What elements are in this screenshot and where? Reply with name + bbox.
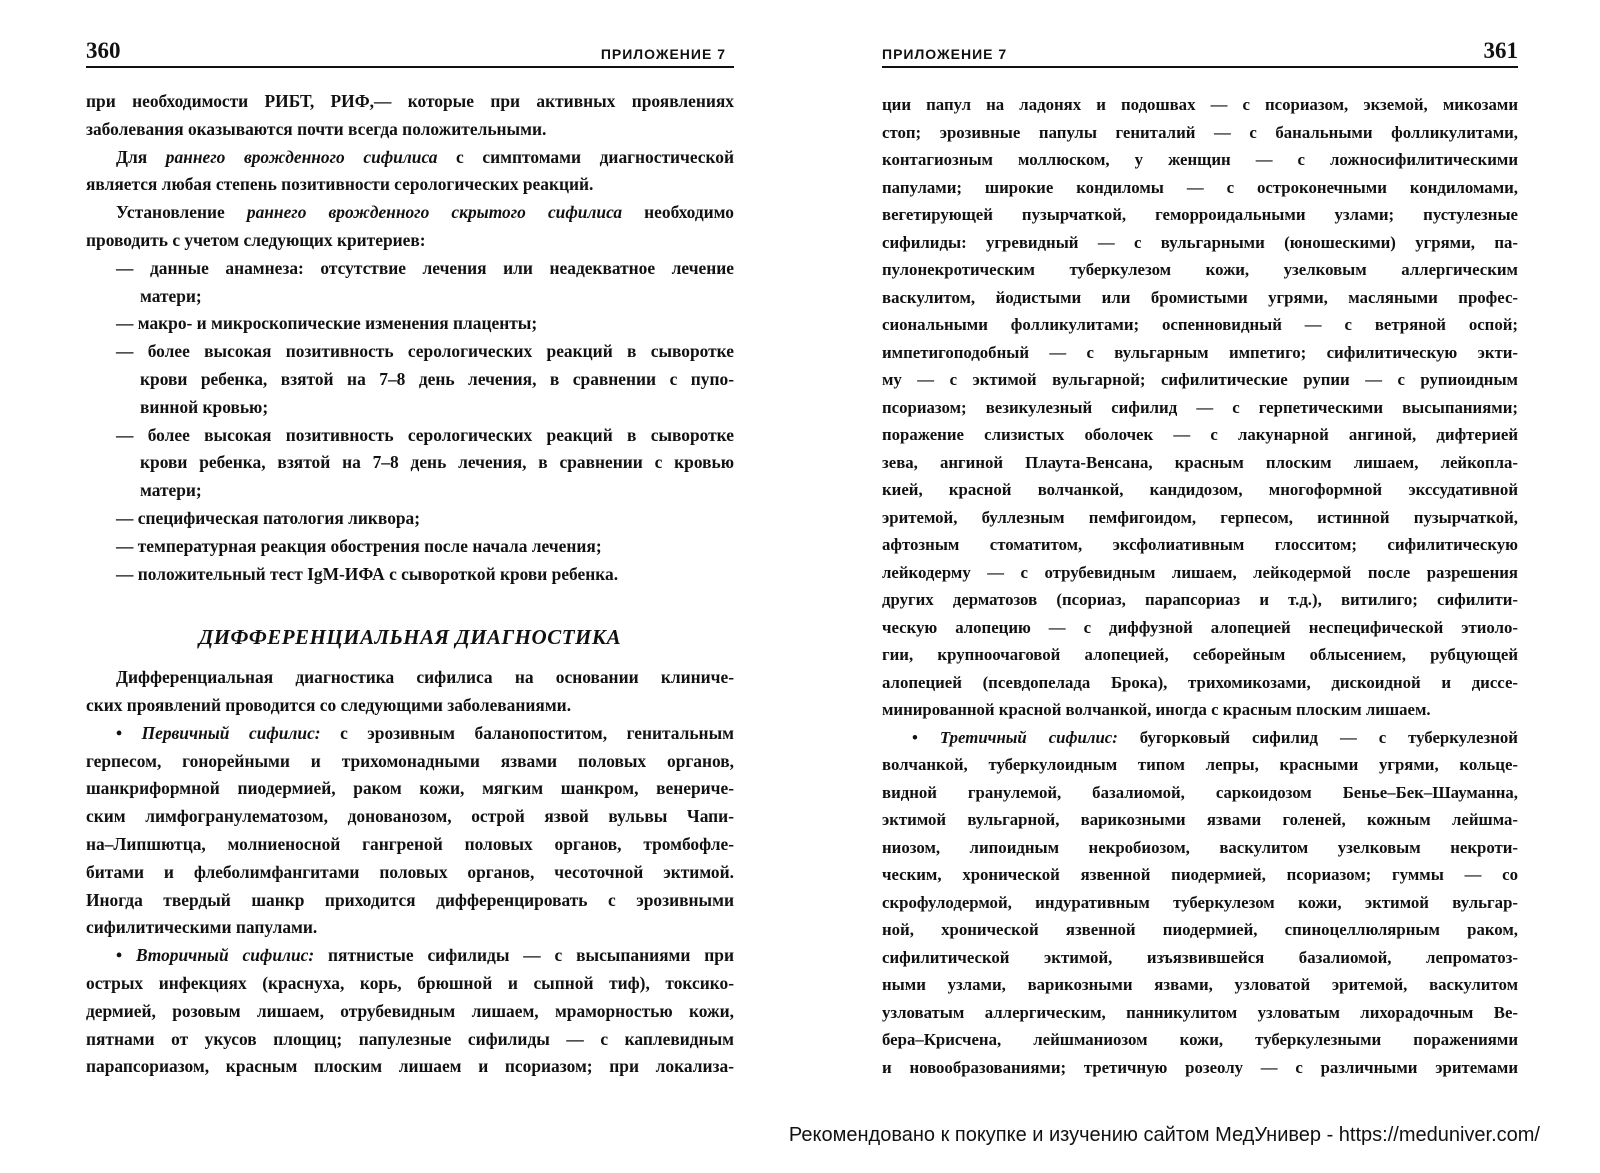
footer-recommendation: Рекомендовано к покупке и изучению сайтом МедУнивер - https://meduniver.com/ [788,1124,1540,1146]
text-line: • Первичный сифилис: с эрозивным баланопоститом, генитальным [116,722,734,743]
left-page [86,0,734,1110]
page-header [882,36,1518,68]
text-line: дермией, розовым лишаем, отрубевидным лишаем, мраморностью кожи, [86,1000,734,1021]
text-line: герпесом, гонорейными и трихомонадными язвами половых органов, [86,750,734,771]
text-line: ниозом, липоидным некробиозом, васкулитом узелковым некроти- [882,837,1518,857]
text-line: видной гранулемой, базалиомой, саркоидозом Бенье–Бек–Шауманна, [882,782,1518,802]
section-title: ДИФФЕРЕНЦИАЛЬНАЯ ДИАГНОСТИКА [198,625,622,650]
text-line: бера–Крисчена, лейшманиозом кожи, туберкулезными поражениями [882,1030,1518,1049]
text-line: проводить с учетом следующих критериев: [86,229,426,250]
text-line: — более высокая позитивность серологических реакций в сыворотке [116,424,734,445]
text-line: шанкриформной пиодермией, раком кожи, мягким шанкром, венериче- [86,778,734,799]
text-line: заболевания оказываются почти всегда положительными. [86,118,547,139]
text-line: кией, красной волчанкой, кандидозом, многоформной экссудативной [882,480,1518,499]
text-line: Дифференциальная диагностика сифилиса на основании клиниче- [116,667,734,688]
text-line: крови ребенка, взятой на 7–8 день лечения, в сравнении с пупо- [140,368,734,389]
text-line: алопецией (псевдопелада Брока), трихомикозами, дискоидной и диссе- [882,672,1518,692]
text-line: стоп; эрозивные папулы гениталий — с банальными фолликулитами, [882,122,1518,142]
text-line: • Вторичный сифилис: пятнистые сифилиды — с высыпаниями при [116,945,735,966]
text-line: — положительный тест IgM-ИФА с сывороткой крови ребенка. [116,563,619,584]
text-line: битами и флеболимфангитами половых органов, чесоточной эктимой. [86,861,734,882]
text-line: других дерматозов (псориаз, парапсориаз и т.д.), витилиго; сифилити- [882,590,1518,609]
text-line: сифилитической эктимой, изъязвившейся базалиомой, лепроматоз- [882,947,1518,967]
text-line: зева, ангиной Плаута-Венсана, красным плоским лишаем, лейкопла- [882,452,1518,472]
italic-term: Первичный сифилис: [141,722,321,743]
text-line: васкулитом, йодистыми или бромистыми угрями, масляными профес- [882,287,1518,307]
text-line: эктимой вульгарной, варикозными язвами голеней, кожным лейшма- [882,810,1518,829]
text-line: скрофулодермой, индуративным туберкулезом кожи, эктимой вульгар- [882,892,1518,912]
text-line: матери; [140,480,202,501]
text-line: и новообразованиями; третичную розеолу — с различными эритемами [882,1057,1518,1077]
text-line: ными узлами, варикозными язвами, узловатой эритемой, васкулитом [882,975,1518,994]
text-line: ции папул на ладонях и подошвах — с псориазом, экземой, микозами [882,95,1518,114]
text-line: му — с эктимой вульгарной; сифилитические рупии — с рупиоидным [882,370,1518,389]
text-line: винной кровью; [140,396,269,417]
text-line: псориазом; везикулезный сифилид — с герпетическими высыпаниями; [882,397,1518,417]
text-line: — макро- и микроскопические изменения плаценты; [116,313,538,334]
text-line: ческую алопецию — с диффузной алопецией неспецифической этиоло- [882,617,1518,637]
text-line: ческим, хронической язвенной пиодермией, псориазом; гуммы — со [882,865,1518,884]
text-line: поражение слизистых оболочек — с лакунарной ангиной, дифтерией [882,425,1518,444]
text-line: матери; [140,285,202,306]
italic-term: Вторичный сифилис: [135,945,315,966]
text-line: острых инфекциях (краснуха, корь, брюшной и сыпной тиф), токсико- [86,972,734,993]
text-line: контагиозным моллюском, у женщин — с ложносифилитическими [882,150,1518,169]
text-line: ной, хронической язвенной пиодермией, спиноцеллюлярным раком, [882,920,1518,939]
text-line: Для раннего врожденного сифилиса с симптомами диагностической [116,146,734,167]
text-line: при необходимости РИБТ, РИФ,— которые при активных проявлениях [86,91,734,111]
running-header: ПРИЛОЖЕНИЕ 7 [882,46,1008,62]
running-header: ПРИЛОЖЕНИЕ 7 [600,46,726,62]
text-line: — более высокая позитивность серологических реакций в сыворотке [116,341,734,362]
text-line: афтозным стоматитом, эксфолиативным глосситом; сифилитическую [882,535,1518,554]
text-line: сифилитическими папулами. [86,917,318,938]
text-line: является любая степень позитивности серологических реакций. [86,174,594,195]
text-line: — специфическая патология ликвора; [116,507,421,528]
page-header [86,36,734,68]
text-line: — температурная реакция обострения после начала лечения; [116,535,602,556]
text-line: ских проявлений проводится со следующими заболеваниями. [86,694,572,715]
text-line: Установление раннего врожденного скрытого сифилиса необходимо [116,202,734,223]
left-page-body [86,88,734,1081]
text-line: парапсориазом, красным плоским лишаем и псориазом; при локализа- [86,1056,734,1077]
text-line: Иногда твердый шанкр приходится дифференцировать с эрозивными [86,889,734,910]
right-page [882,0,1518,1110]
right-page-body [882,91,1518,1081]
text-line: • Третичный сифилис: бугорковый сифилид — с туберкулезной [912,727,1518,747]
text-line: сифилиды: угревидный — с вульгарными (юношескими) угрями, па- [882,232,1518,252]
text-line: пятнами от укусов площиц; папулезные сифилиды — с каплевидным [86,1028,734,1049]
page-number: 361 [1483,38,1518,63]
text-line: крови ребенка, взятой на 7–8 день лечения, в сравнении с кровью [140,452,734,473]
text-line: папулами; широкие кондиломы — с остроконечными кондиломами, [882,177,1518,197]
text-line: гии, крупноочаговой алопецией, себорейным облысением, рубцующей [882,645,1518,664]
text-line: узловатым аллергическим, панникулитом узловатым лихорадочным Ве- [882,1002,1518,1022]
text-line: пулонекротическим туберкулезом кожи, узелковым аллергическим [882,260,1518,279]
italic-term: Третичный сифилис: [939,727,1118,747]
text-block [882,91,1518,1081]
text-line: вегетирующей пузырчаткой, геморроидальными узлами; пустулезные [882,205,1518,224]
italic-term: раннего врожденного скрытого сифилиса [246,202,623,223]
page-number: 360 [86,38,121,63]
text-block [86,88,734,588]
text-line: эритемой, буллезным пемфигоидом, герпесом, истинной пузырчаткой, [882,507,1518,527]
text-line: на–Липшютца, молниеносной гангреной половых органов, тромбофле- [86,833,734,854]
text-line: минированной красной волчанкой, иногда с красным плоским лишаем. [882,700,1431,719]
text-line: волчанкой, туберкулоидным типом лепры, красными угрями, кольце- [882,755,1518,774]
text-block [86,664,734,1081]
text-line: — данные анамнеза: отсутствие лечения или неадекватное лечение [116,257,734,278]
text-line: лейкодерму — с отрубевидным лишаем, лейкодермой после разрешения [882,562,1518,582]
text-line: сиональными фолликулитами; оспенновидный — с ветряной оспой; [882,315,1518,334]
text-line: ским лимфогранулематозом, донованозом, острой язвой вульвы Чапи- [86,806,734,827]
italic-term: раннего врожденного сифилиса [165,146,438,167]
text-line: импетигоподобный — с вульгарным импетиго; сифилитическую экти- [882,342,1518,362]
